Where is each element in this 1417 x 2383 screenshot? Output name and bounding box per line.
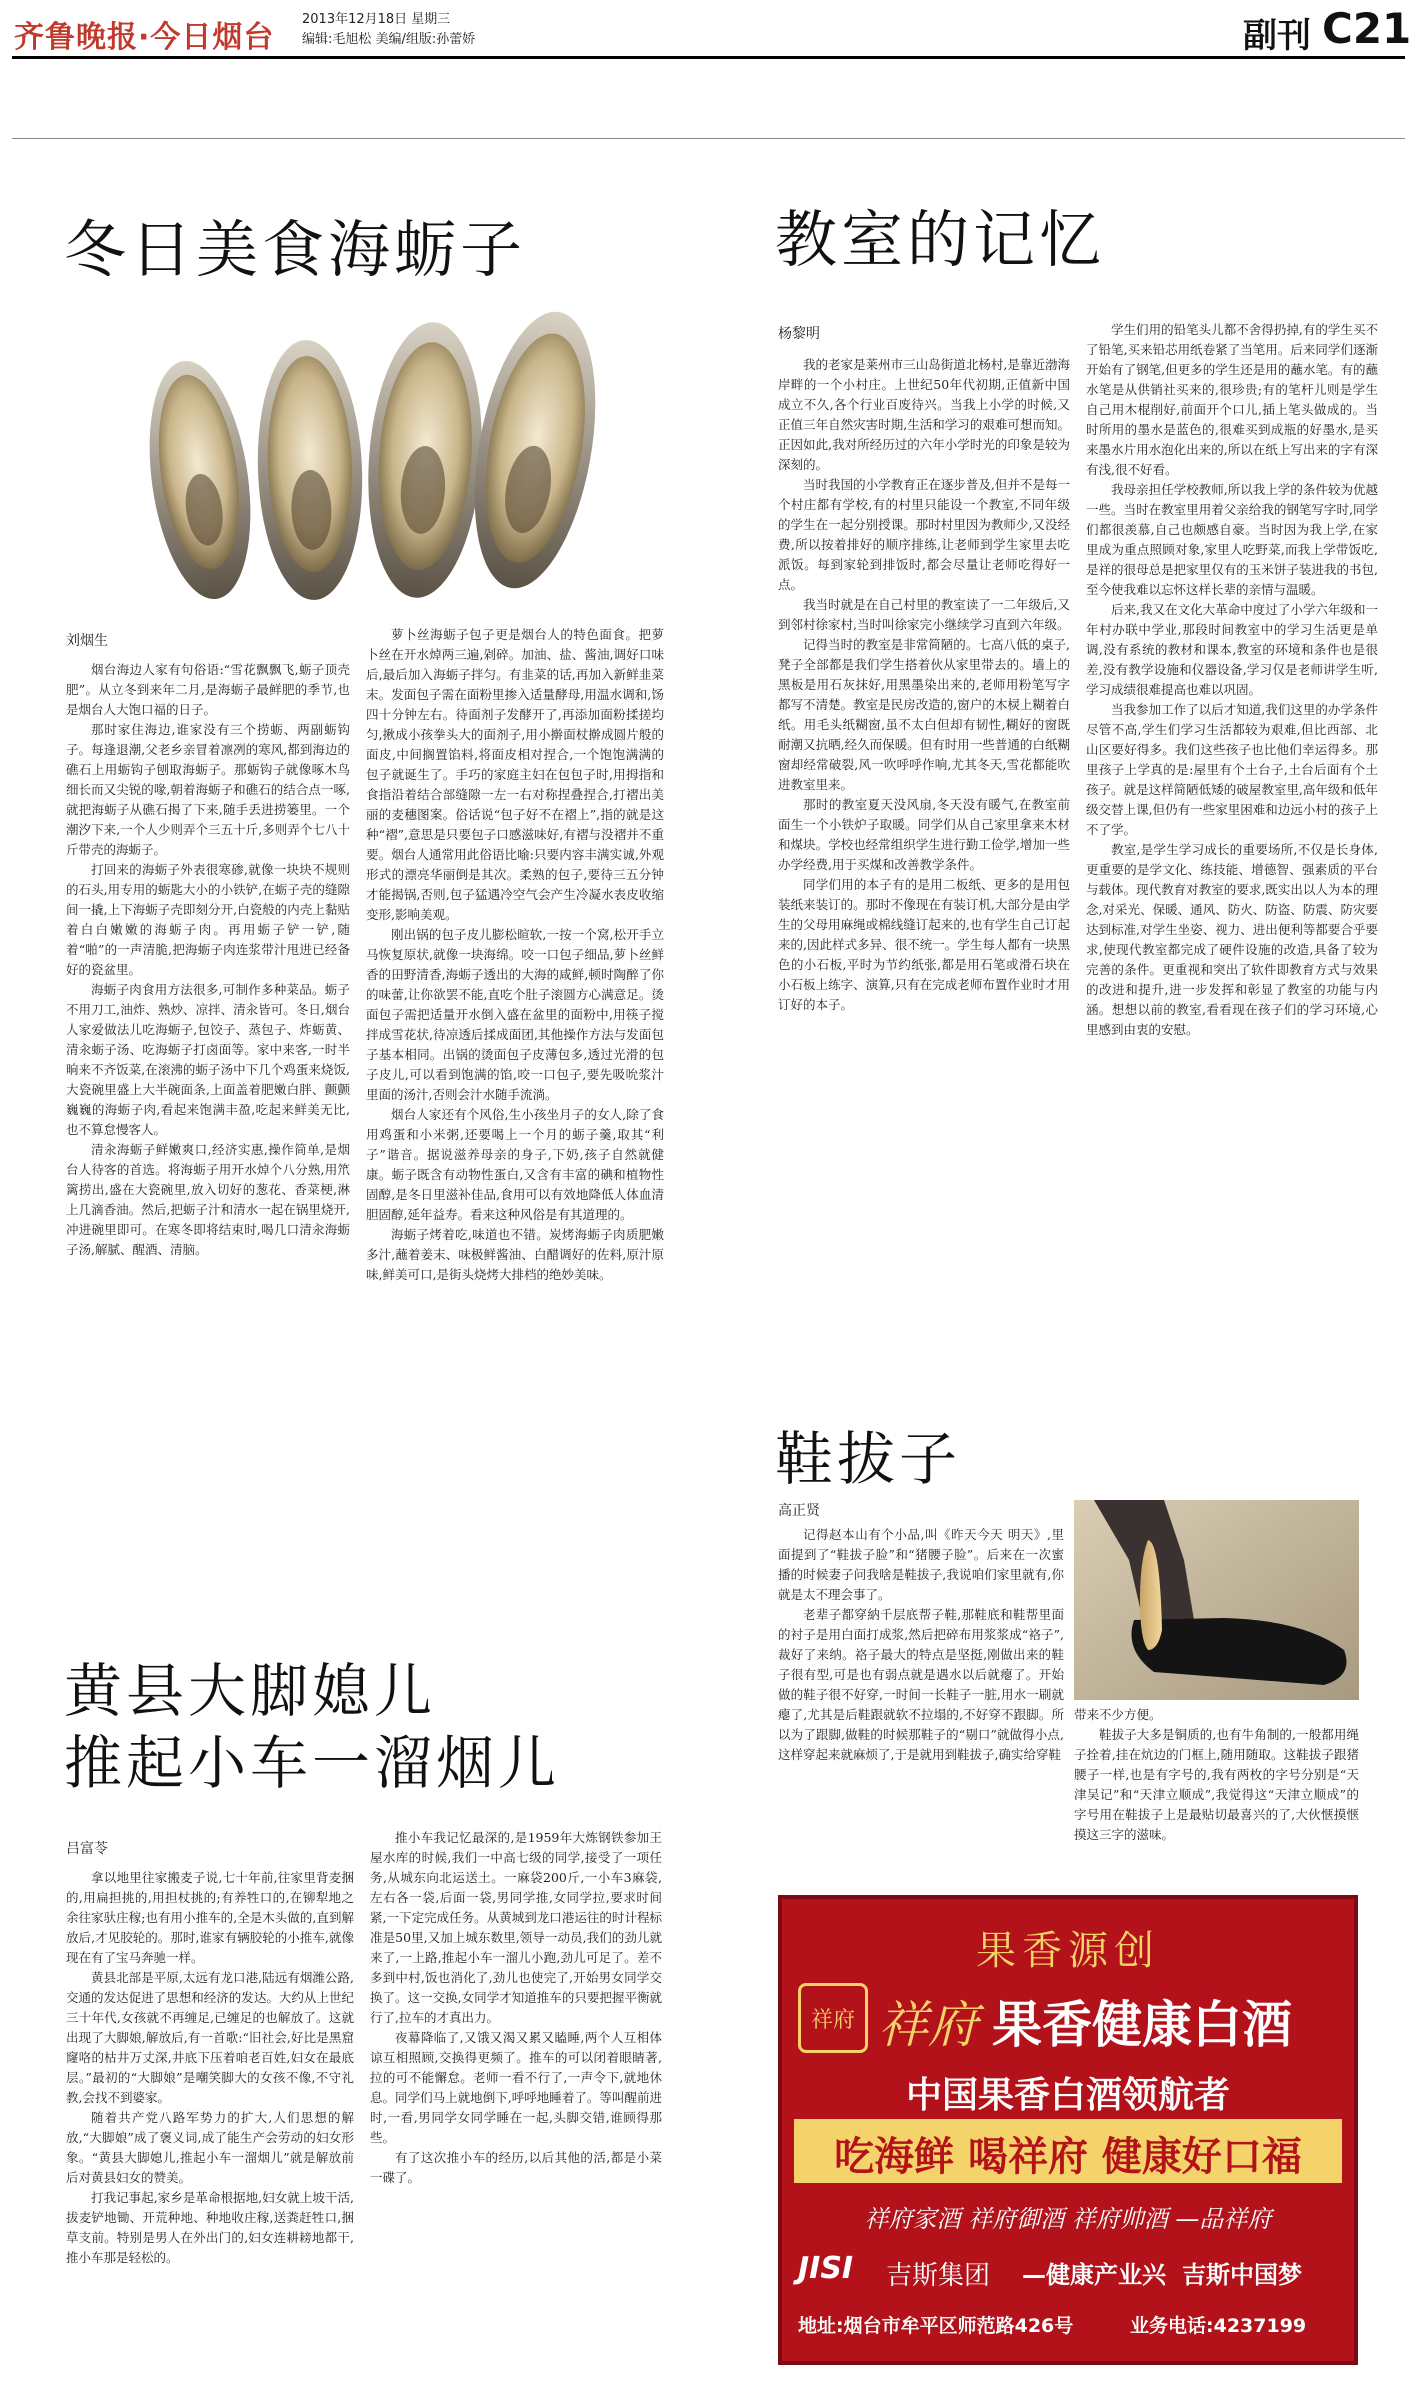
ad-phone: 业务电话:4237199 <box>1130 2315 1307 2337</box>
classroom-paragraph: 同学们用的本子有的是用二板纸、更多的是用包装纸来装订的。那时不像现在有装订机,大部分是由学生的父母用麻绳或棉线缝订起来的,也有学生自己订起来的,因此样式多异、很不统一。学生每人都有一块黑色的小石板,平时为节约纸张,都是用石笔或滑石块在小石板上练字、演算,只有在完成老师布置作业时才用订好的本子。 <box>778 877 1070 1012</box>
classroom-paragraph: 后来,我又在文化大革命中度过了小学六年级和一年村办联中学业,那段时间教室中的学习生活更是单调,没有系统的教材和课本,教室的环境和条件也是很差,没有教学设施和仪器设备,学习仅是老师讲学生听,学习成绩很难提高也难以巩固。 <box>1086 602 1378 697</box>
shoehorn-column-1 <box>778 1525 1064 1875</box>
classroom-paragraph: 教室,是学生学习成长的重要场所,不仅是长身体,更重要的是学文化、练技能、增德智、强素质的平台与载体。现代教育对教室的要求,既实出以人为本的理念,对采光、保暖、通风、防火、防盗、防震、防灾要达到标准,对学生坐姿、视力、进出便利等都要合乎要求,使现代教室都完成了硬件设施的改造,具备了较为完善的条件。更重视和突出了软件即教育方式与效果的改进和提升,进一步发挥和彰显了教室的功能与内涵。想想以前的教室,看看现在孩子们的学习环境,心里感到由衷的安慰。 <box>1086 842 1378 1037</box>
ad-product-lineup: 祥府家酒 祥府御酒 祥府帅酒 —品祥府 <box>864 2205 1272 2233</box>
huangxian-paragraph: 随着共产党八路军势力的扩大,人们思想的解放,“大脚娘”成了褒义词,成了能生产会劳动的妇女形象。“黄县大脚媳儿,推起小车一溜烟儿”就是解放前后对黄县妇女的赞美。 <box>66 2110 354 2185</box>
masthead-rule <box>12 56 1405 59</box>
ad-slogan-2: 吃海鲜 喝祥府 健康好口福 <box>834 2134 1302 2180</box>
ad-product: 果香健康白酒 <box>992 1996 1292 2054</box>
ad-slogan: 中国果香白酒领航者 <box>905 2075 1230 2116</box>
huangxian-paragraph: 有了这次推小车的经历,以后其他的活,都是小菜一碟了。 <box>370 2150 662 2185</box>
liquor-advertisement[interactable] <box>778 1895 1358 2365</box>
brand-seal-icon: 祥府 <box>798 1983 868 2053</box>
classroom-paragraph: 那时的教室夏天没风扇,冬天没有暖气,在教室前面生一个小铁炉子取暖。同学们从自己家里拿来木材和煤块。学校也经常组织学生进行勤工俭学,增加一些办学经费,用于买煤和改善教学条件。 <box>778 797 1070 872</box>
classroom-byline: 杨黎明 <box>778 326 820 342</box>
oyster-paragraph: 烟台海边人家有句俗语:“雪花飘飘飞,蛎子顶壳肥”。从立冬到来年二月,是海蛎子最鲜肥的季节,也是烟台人大饱口福的日子。 <box>66 662 350 717</box>
classroom-column-2 <box>1086 320 1378 1315</box>
classroom-paragraph: 我的老家是莱州市三山岛街道北杨村,是靠近渤海岸畔的一个小村庄。上世纪50年代初期,正值新中国成立不久,各个行业百废待兴。当我上小学的时候,又正值三年自然灾害时期,生活和学习的艰难可想而知。正因如此,我对所经历过的六年小学时光的印象是较为深刻的。 <box>778 357 1070 472</box>
oyster-paragraph: 海蛎子肉食用方法很多,可制作多种菜品。蛎子不用刀工,油炸、熟炒、凉拌、清汆皆可。冬日,烟台人家爱做法儿吃海蛎子,包饺子、蒸包子、炸蛎黄、清汆蛎子汤、吃海蛎子打卤面等。家中来客,一时半晌来不齐饭菜,在滚沸的蛎子汤中下几个鸡蛋来烧饭,大瓷碗里盛上大半碗面条,上面盖着肥嫩白胖、颤颤巍巍的海蛎子肉,看起来饱满丰盈,吃起来鲜美无比,也不算怠慢客人。 <box>66 982 350 1137</box>
huangxian-column-1 <box>66 1868 354 2368</box>
huangxian-byline: 吕富苓 <box>66 1841 108 1857</box>
oyster-photo <box>140 300 600 630</box>
classroom-headline: 教室的记忆 <box>775 203 1106 276</box>
jisi-logo: JISI <box>798 2251 854 2286</box>
ad-group-name: 吉斯集团 <box>886 2261 991 2291</box>
oyster-paragraph: 海蛎子烤着吃,味道也不错。炭烤海蛎子肉质肥嫩多汁,蘸着姜末、味极鲜酱油、白醋调好的佐料,原汁原味,鲜美可口,是街头烧烤大排档的绝妙美味。 <box>366 1227 664 1282</box>
huangxian-paragraph: 夜幕降临了,又饿又渴又累又瞌睡,两个人互相体谅互相照顾,交换得更频了。推车的可以闭着眼睛著,拉的可不能懈怠。老师一看不行了,一声令下,就地休息。同学们马上就地倒下,呼呼地睡着了。等叫醒前进时,一看,男同学女同学睡在一起,头脚交错,谁顾得那些。 <box>370 2030 662 2145</box>
ad-tagline: 果香源创 <box>976 1928 1160 1974</box>
huangxian-headline-line-1: 黄县大脚媳儿 <box>64 1657 437 1725</box>
huangxian-headline-line-2: 推起小车一溜烟儿 <box>64 1729 561 1797</box>
shoehorn-headline: 鞋拔子 <box>775 1425 962 1493</box>
oyster-paragraph: 清汆海蛎子鲜嫩爽口,经济实惠,操作简单,是烟台人待客的首选。将海蛎子用开水焯个八分熟,用笊篱捞出,盛在大瓷碗里,放入切好的葱花、香菜梗,淋上几滴香油。然后,把蛎子汁和清水一起在锅里烧开,冲进碗里即可。在寒冬即将结束时,喝几口清汆海蛎子汤,解腻、醒酒、清脑。 <box>66 1142 350 1257</box>
shoehorn-paragraph: 鞋拔子大多是铜质的,也有牛角制的,一般都用绳子拴着,挂在炕边的门框上,随用随取。这鞋拔子跟猪腰子一样,也是有字号的,我有两枚的字号分别是“天津吴记”和“天津立顺成”,我觉得这“天津立顺成”的字号用在鞋拔子上是最贴切最喜兴的了,大伙惬摸惬摸这三字的滋味。 <box>1074 1727 1359 1842</box>
huangxian-paragraph: 推小车我记忆最深的,是1959年大炼钢铁参加王屋水库的时候,我们一中高七级的同学,接受了一项任务,从城东向北运送土。一麻袋200斤,一小车3麻袋,左右各一袋,后面一袋,男同学推,女同学拉,要求时间紧,一下定完成任务。从黄城到龙口港运往的时计程标准是50里,又加上城东数里,领导一动员,我们的劲儿就来了,一上路,推起小车一溜儿小跑,劲儿可足了。差不多到中村,饭也消化了,劲儿也使完了,开始男女同学交换了。这一交换,女同学才知道推车的只要把握平衡就行了,拉车的才真出力。 <box>370 1830 662 2025</box>
shoehorn-paragraph: 老辈子都穿納千层底帮子鞋,那鞋底和鞋帮里面的衬子是用白面打成浆,然后把碎布用浆浆成“袼子”,裁好了来纳。袼子最大的特点是坚挺,刚做出来的鞋子很有型,可是也有弱点就是遇水以后就瘪了。开始做的鞋子很不好穿,一时间一长鞋子一脏,用水一刷就瘪了,尤其是后鞋跟就软不拉塌的,不好穿不跟脚。所以为了跟脚,做鞋的时候那鞋子的“剔口”就做得小点,这样穿起来就麻烦了,于是就用到鞋拔子,确实给穿鞋 <box>778 1607 1064 1762</box>
ad-slogan-4: 吉斯中国梦 <box>1182 2261 1302 2289</box>
editor-line: 编辑:毛旭松 美编/组版:孙蕾娇 <box>302 32 476 47</box>
huangxian-paragraph: 黄县北部是平原,太远有龙口港,陆远有烟潍公路,交通的发达促进了思想和经济的发达。大约从上世纪三十年代,女孩就不再缠足,已缠足的也解放了。这就出现了大脚娘,解放后,有一首歌:“旧社会,好比是黑窟窿咯的枯井万丈深,井底下压着咱老百姓,妇女在最底层。”最初的“大脚娘”是嘲笑脚大的女孩不像,不守礼教,会找不到婆家。 <box>66 1970 354 2105</box>
huangxian-paragraph: 拿以地里往家搬麦子说,七十年前,往家里背麦捆的,用扁担挑的,用担杖挑的;有养牲口的,在铆犁地之余往家驮庄稼;也有用小推车的,全是木头做的,直到解放后,才见胶轮的。那时,谁家有辆胶轮的小推车,就像现在有了宝马奔驰一样。 <box>66 1870 354 1965</box>
newspaper-logo: 齐鲁晚报·今日烟台 <box>14 20 275 55</box>
shoehorn-column-2 <box>1074 1705 1359 1885</box>
oyster-paragraph: 烟台人家还有个风俗,生小孩坐月子的女人,除了食用鸡蛋和小米粥,还要喝上一个月的蛎子羹,取其“利子”谐音。据说滋养母亲的身子,下奶,孩子自然就健康。蛎子既含有动物性蛋白,又含有丰富的碘和植物性固醇,是冬日里滋补佳品,食用可以有效地降低人体血清胆固醇,延年益寿。看来这种风俗是有其道理的。 <box>366 1107 664 1222</box>
oyster-column-2 <box>366 625 664 1465</box>
oyster-paragraph: 萝卜丝海蛎子包子更是烟台人的特色面食。把萝卜丝在开水焯两三遍,剁碎。加油、盐、酱油,调好口味后,最后加入海蛎子拌匀。有韭菜的话,再加入新鲜韭菜末。发面包子需在面粉里掺入适量酵母,用温水调和,饧四十分钟左右。待面剂子发酵开了,再添加面粉揉搓均匀,揪成小孩拳头大的面剂子,用小擀面杖擀成圆片般的面皮,中间搁置馅料,将面皮相对捏合,一个饱饱满满的包子就诞生了。手巧的家庭主妇在包包子时,用拇指和食指沿着结合部缝隙一左一右对称捏叠捏合,打褶出美丽的麦穗图案。俗话说“包子好不在褶上”,指的就是这种“褶”,意思是只要包子口感滋味好,有褶与没褶并不重要。烟台人通常用此俗语比喻:只要内容丰满实诚,外观形式的漂亮华丽倒是其次。柔熟的包子,要待三五分钟才能揭锅,否则,包子猛遇冷空气会产生冷凝水表皮收缩变形,影响美观。 <box>366 627 664 922</box>
section-label: 副刊 <box>1243 16 1311 56</box>
shoehorn-paragraph: 记得赵本山有个小品,叫《昨天今天 明天》,里面提到了“鞋拔子脸”和“猪腰子脸”。后来在一次蜜播的时候妻子问我啥是鞋拔子,我说咱们家里就有,你就是太不理会事了。 <box>778 1527 1064 1602</box>
classroom-paragraph: 我当时就是在自己村里的教室读了一二年级后,又到邻村徐家村,当时叫徐家完小继续学习直到六年级。 <box>778 597 1070 632</box>
shoehorn-photo <box>1074 1500 1359 1700</box>
classroom-paragraph: 记得当时的教室是非常简陋的。七高八低的桌子,凳子全部都是我们学生搭着伙从家里带去的。墙上的黑板是用石灰抹好,用黑墨染出来的,老师用粉笔写字都写不清楚。教室是民房改造的,窗户的木棂上糊着白纸。用毛头纸糊窗,虽不太白但却有韧性,糊好的窗既耐潮又抗晒,经久而保暖。但有时用一些普通的白纸糊窗却经常破裂,风一吹呼呼作响,尤其冬天,雪花都能吹进教室里来。 <box>778 637 1070 792</box>
section-rule <box>12 138 1405 139</box>
classroom-column-1 <box>778 355 1070 1315</box>
huangxian-column-2 <box>370 1828 662 2368</box>
shoehorn-byline: 高正贤 <box>778 1503 820 1519</box>
oyster-headline: 冬日美食海蛎子 <box>64 213 527 286</box>
huangxian-headline <box>64 1655 560 1799</box>
classroom-paragraph: 当时我国的小学教育正在逐步普及,但并不是每一个村庄都有学校,有的村里只能设一个教室,不同年级的学生在一起分别授课。那时村里因为教师少,又没经费,所以按着排好的顺序排练,让老师到学生家里去吃派饭。每到家轮到排饭时,都会尽量让老师吃得好一点。 <box>778 477 1070 592</box>
classroom-paragraph: 当我参加工作了以后才知道,我们这里的办学条件尽管不高,学生们学习生活都较为艰难,但比西部、北山区要好得多。我们这些孩子也比他们幸运得多。那里孩子上学真的是:屋里有个土台子,土台后面有个土孩子。就是这样简陋低矮的破屋教室里,高年级和低年级交替上课,但仍有一些家里困难和边远小村的孩子上不了学。 <box>1086 702 1378 837</box>
oyster-column-1 <box>66 660 350 1465</box>
ad-address: 地址:烟台市牟平区师范路426号 <box>798 2315 1074 2337</box>
huangxian-paragraph: 打我记事起,家乡是革命根据地,妇女就上坡干活,拔麦铲地锄、开荒种地、种地收庄稼,送粪赶牲口,捆草支前。特别是男人在外出门的,妇女连耕耪地都干,推小车那是轻松的。 <box>66 2190 354 2265</box>
oyster-paragraph: 那时家住海边,谁家没有三个捞蛎、两副蛎钩子。每逢退潮,父老乡亲冒着凛冽的寒风,都到海边的礁石上用蛎钩子刨取海蛎子。那蛎钩子就像啄木鸟细长而又尖锐的喙,朝着海蛎子和礁石的结合点一啄,就把海蛎子从礁石揭了下来,随手丢进捞篓里。一个潮汐下来,一个人少则弄个三五十斤,多则弄个七八十斤带壳的海蛎子。 <box>66 722 350 857</box>
oyster-paragraph: 刚出锅的包子皮儿膨松暄软,一按一个窝,松开手立马恢复原状,就像一块海绵。咬一口包子细品,萝卜丝鲜香的田野清香,海蛎子透出的大海的咸鲜,顿时陶醉了你的味蕾,让你欲罢不能,直吃个肚子滚圆方心满意足。烫面包子需把适量开水倒入盛在盆里的面粉中,用筷子搅拌成雪花状,待凉透后揉成面团,其他操作方法与发面包子基本相同。出锅的烫面包子皮薄包多,透过光滑的包子皮儿,可以看到饱满的馅,咬一口包子,要先吸吮浆汁里面的汤汁,否则会汁水随手流淌。 <box>366 927 664 1102</box>
ad-brand: 祥府 <box>878 1996 978 2054</box>
oyster-byline: 刘烟生 <box>66 633 108 649</box>
shoehorn-paragraph: 带来不少方便。 <box>1074 1707 1162 1722</box>
classroom-paragraph: 学生们用的铅笔头儿都不舍得扔掉,有的学生买不了铅笔,买来铅芯用纸卷紧了当笔用。后来同学们逐渐开始有了钢笔,但更多的学生还是用的蘸水笔。有的蘸水笔是从供销社买来的,很珍贵;有的笔杆儿则是学生自己用木棍削好,前面开个口儿,插上笔头做成的。当时所用的墨水是蓝色的,很难买到成瓶的好墨水,是买来墨水片用水泡化出来的,所以在纸上写出来的字有深有浅,很不好看。 <box>1086 322 1378 477</box>
oyster-paragraph: 打回来的海蛎子外表很寒碜,就像一块块不规则的石头,用专用的蛎匙大小的小铁铲,在蛎子壳的缝隙间一撬,上下海蛎子壳即刻分开,白瓷般的内壳上黏贴着白白嫩嫩的海蛎子肉。再用蛎子铲一铲,随着“啪”的一声清脆,把海蛎子肉连浆带汁甩进已经备好的瓷盆里。 <box>66 862 350 977</box>
page-number: C21 <box>1322 4 1412 53</box>
classroom-paragraph: 我母亲担任学校教师,所以我上学的条件较为优越一些。当时在教室里用着父亲给我的钢笔写字时,同学们都很羡慕,自己也颇感自豪。当时因为我上学,在家里成为重点照顾对象,家里人吃野菜,而我上学带饭吃,是祥的很母总是把家里仅有的玉米饼子装进我的书包,至今使我难以忘怀这样长辈的亲情与温暖。 <box>1086 482 1378 597</box>
ad-slogan-3: —健康产业兴 <box>1022 2261 1166 2289</box>
date-line: 2013年12月18日 星期三 <box>302 12 451 27</box>
